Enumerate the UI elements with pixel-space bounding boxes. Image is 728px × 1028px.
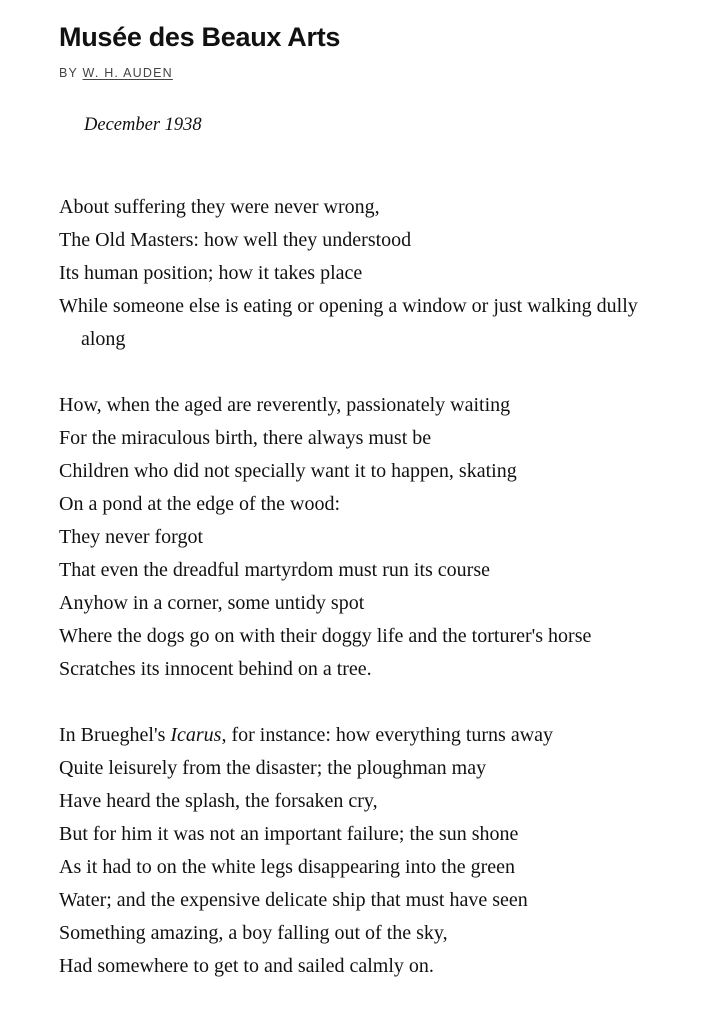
poem-article [59, 20, 709, 1016]
line-text-pre: In Brueghel's [59, 724, 171, 746]
stanza-3 [59, 719, 709, 983]
poem-line: On a pond at the edge of the wood: [59, 493, 341, 515]
poem-line: For the miraculous birth, there always must be [59, 427, 432, 449]
byline-prefix: BY [59, 66, 78, 80]
poem-line: Water; and the expensive delicate ship that must have seen [59, 889, 528, 911]
poem-line: Where the dogs go on with their doggy life and the torturer's horse [59, 625, 592, 647]
dateline: December 1938 [84, 115, 202, 135]
poem-line: Something amazing, a boy falling out of the sky, [59, 922, 448, 944]
poem-line-continuation: along [81, 328, 126, 350]
line-text-post: , for instance: how everything turns away [221, 724, 554, 746]
stanza-2 [59, 389, 709, 686]
painting-title-icarus: Icarus [170, 724, 222, 746]
poem-line: Scratches its innocent behind on a tree. [59, 658, 372, 680]
poem-line [59, 719, 709, 752]
poem-line: But for him it was not an important failure; the sun shone [59, 823, 519, 845]
poem-line: The Old Masters: how well they understood [59, 229, 412, 251]
poem-line: They never forgot [59, 526, 204, 548]
stanza-1 [59, 191, 709, 356]
poem-body [59, 191, 709, 983]
poem-line: Anyhow in a corner, some untidy spot [59, 592, 365, 614]
poem-line: Children who did not specially want it to happen, skating [59, 460, 517, 482]
poem-line: Quite leisurely from the disaster; the ploughman may [59, 757, 487, 779]
poem-line: That even the dreadful martyrdom must run its course [59, 559, 490, 581]
poem-title: Musée des Beaux Arts [59, 22, 341, 52]
poem-line: About suffering they were never wrong, [59, 196, 380, 218]
poem-line: Have heard the splash, the forsaken cry, [59, 790, 378, 812]
poem-line: Its human position; how it takes place [59, 262, 363, 284]
poem-line: As it had to on the white legs disappearing into the green [59, 856, 516, 878]
poem-line: While someone else is eating or opening a window or just walking dully [59, 295, 638, 317]
poem-line: How, when the aged are reverently, passionately waiting [59, 394, 511, 416]
author-link[interactable]: W. H. AUDEN [82, 66, 173, 80]
poem-line: Had somewhere to get to and sailed calmly on. [59, 955, 434, 977]
byline [59, 65, 709, 81]
